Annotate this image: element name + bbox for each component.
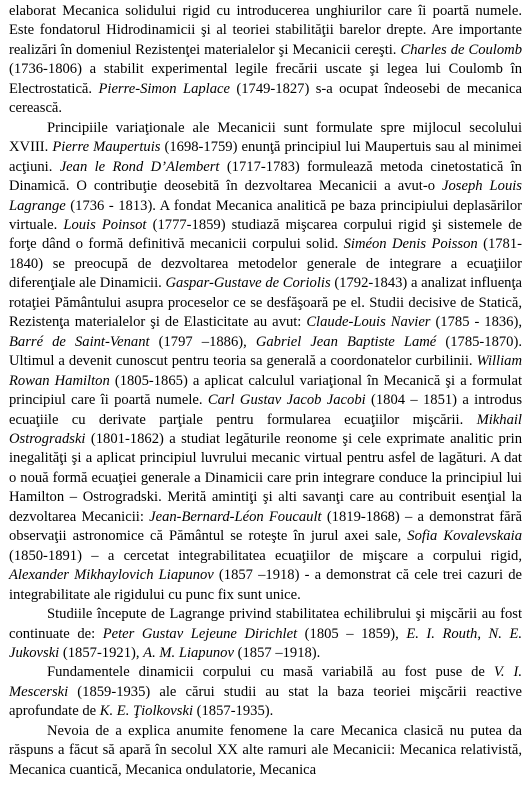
text-run: (1819-1868) – a demonstrat fără observaţii astronomice că Pământul se roteşte în jurul axei sale, — [9, 508, 522, 545]
person-name: E. I. Routh — [406, 625, 478, 642]
text-run: (1797 –1886), — [149, 333, 256, 350]
person-name: Gabriel Jean Baptiste Lamé — [255, 333, 437, 350]
person-name: Jean le Rond D’Alembert — [59, 158, 220, 175]
person-name: V. I. Mescerski — [9, 664, 522, 700]
person-name: Barré de Saint-Venant — [9, 333, 150, 350]
text-run: (1777-1859) studiază mişcarea corpului rigid şi sistemele de forţe dând o formă definitivă mecanicii corpului solid. — [9, 216, 523, 253]
text-run: (1859-1935) ale cărui studii au stat la baza teoriei mişcării reactive aprofundate de — [9, 683, 522, 720]
text-run: (1804 – 1851) a introdus ecuaţiile cu derivate parţiale pentru formularea ecuaţiilor mişcării. — [9, 392, 522, 428]
text-run: Studiile începute de Lagrange privind stabilitatea echilibrului şi mişcării au fost continuate de: — [9, 606, 522, 642]
text-run: (1805 – 1859), — [297, 625, 407, 642]
person-name: Charles de Coulomb — [400, 41, 522, 58]
person-name: K. E. Ţiolkovski — [99, 703, 193, 720]
text-run: (1857-1921), — [59, 644, 144, 661]
person-name: Mikhail Ostrogradski — [9, 411, 522, 447]
text-run: (1792-1843) a analizat influenţa rotaţiei Pământului asupra proceselor ce se desfăşoară pe el. Studii decisive de Statică, Rezistenţa materialelor şi de Elasticitate au avut: — [9, 275, 523, 331]
text-run: (1785 - 1836), — [430, 314, 522, 331]
text-run: (1857 –1918). — [233, 644, 321, 661]
person-name: Pierre Maupertuis — [52, 139, 161, 156]
text-run: (1736 - 1813). A fondat Mecanica analitică pe baza principiului deplasărilor virtuale. — [9, 197, 522, 233]
person-name: Gaspar-Gustave de Coriolis — [165, 275, 331, 292]
person-name: Pierre-Simon Laplace — [98, 80, 230, 97]
text-run: elaborat Mecanica solidului rigid cu introducerea unghiurilor care îi poartă numele. Este fondatorul Hidrodinamicii şi al teoriei stabilităţii barelor drepte. Are importante realizări în domeniul Rezistenţei materialelor şi Mecanicii cereşti. — [9, 3, 522, 58]
paragraph — [9, 2, 522, 119]
text-run: , — [477, 625, 489, 642]
paragraph — [9, 605, 522, 663]
text-run: (1736-1806) a stabilit experimental legile frecării uscate şi legea lui Coulomb în Electrostatică. — [9, 61, 522, 97]
text-run: (1749-1827) s-a ocupat îndeosebi de mecanica cerească. — [9, 80, 523, 117]
text-run: (1850-1891) – a cercetat integrabilitatea ecuaţiilor de mişcare a corpului rigid, — [9, 547, 522, 564]
text-run: (1805-1865) a aplicat calculul variaţional în Mecanică şi a formulat principiul care îi poartă numele. — [9, 372, 522, 409]
person-name: A. M. Liapunov — [143, 644, 234, 661]
person-name: Sofia Kovalevskaia — [407, 528, 522, 545]
person-name: N. E. Jukovski — [9, 625, 523, 661]
text-run: (1698-1759) enunţă principiul lui Maupertuis sau al minimei acţiuni. — [9, 139, 522, 175]
person-name: Louis Poinsot — [63, 216, 147, 233]
person-name: Carl Gustav Jacob Jacobi — [207, 392, 366, 409]
text-run: (1781-1840) se preocupă de dezvoltarea metodelor generale de integrare a ecuaţiilor diferenţiale ale Dinamicii. — [9, 236, 522, 292]
text-run: (1717-1783) formulează metoda cinetostatică în Dinamică. O contribuţie deosebită în dezvoltarea Mecanicii a avut-o — [9, 158, 522, 195]
person-name: Alexander Mikhaylovich Liapunov — [9, 567, 214, 584]
text-run: (1801-1862) a studiat legăturile reonome şi cele exprimate analitic prin inegalităţi şi a aplicat principiul luvrului mecanic virtual pentru asfel de lagături. A dat o nouă formă ecuaţiei generale a Dinamicii care prin integrare conduce la principiul lui Hamilton – Ostrogradski. Merită amintiţi şi alti savanţi care au contribuit esenţial la dezvoltarea Mecanicii: — [9, 430, 522, 525]
text-run: Nevoia de a explica anumite fenomene la care Mecanica clasică nu putea da răspuns a făcut să apară în secolul XX alte ramuri ale Mecanicii: Mecanica relativistă, Mecanica cuantică, Mecanica ondulatorie, Mecanica — [9, 722, 522, 778]
person-name: Peter Gustav Lejeune Dirichlet — [102, 625, 298, 642]
paragraph — [9, 722, 522, 780]
text-run: Principiile variaţionale ale Mecanicii sunt formulate spre mijlocul secolului XVIII. — [9, 119, 522, 156]
person-name: William Rowan Hamilton — [9, 353, 522, 389]
text-run: (1857-1935). — [193, 703, 274, 720]
text-run: (1857 –1918) - a demonstrat că cele trei cazuri de integrabilitate ale rigidului cu punc fix sunt unice. — [9, 567, 522, 603]
paragraph — [9, 663, 522, 721]
person-name: Joseph Louis Lagrange — [9, 178, 522, 214]
person-name: Claude-Louis Navier — [306, 314, 431, 331]
text-run: (1785-1870). Ultimul a devenit cunoscut pentru teoria sa generală a coordonatelor curbilinii. — [9, 333, 522, 370]
person-name: Jean-Bernard-Léon Foucault — [149, 508, 322, 525]
person-name: Siméon Denis Poisson — [343, 236, 478, 253]
paragraph — [9, 119, 522, 605]
text-run: Fundamentele dinamicii corpului cu masă variabilă au fost puse de — [47, 664, 494, 681]
